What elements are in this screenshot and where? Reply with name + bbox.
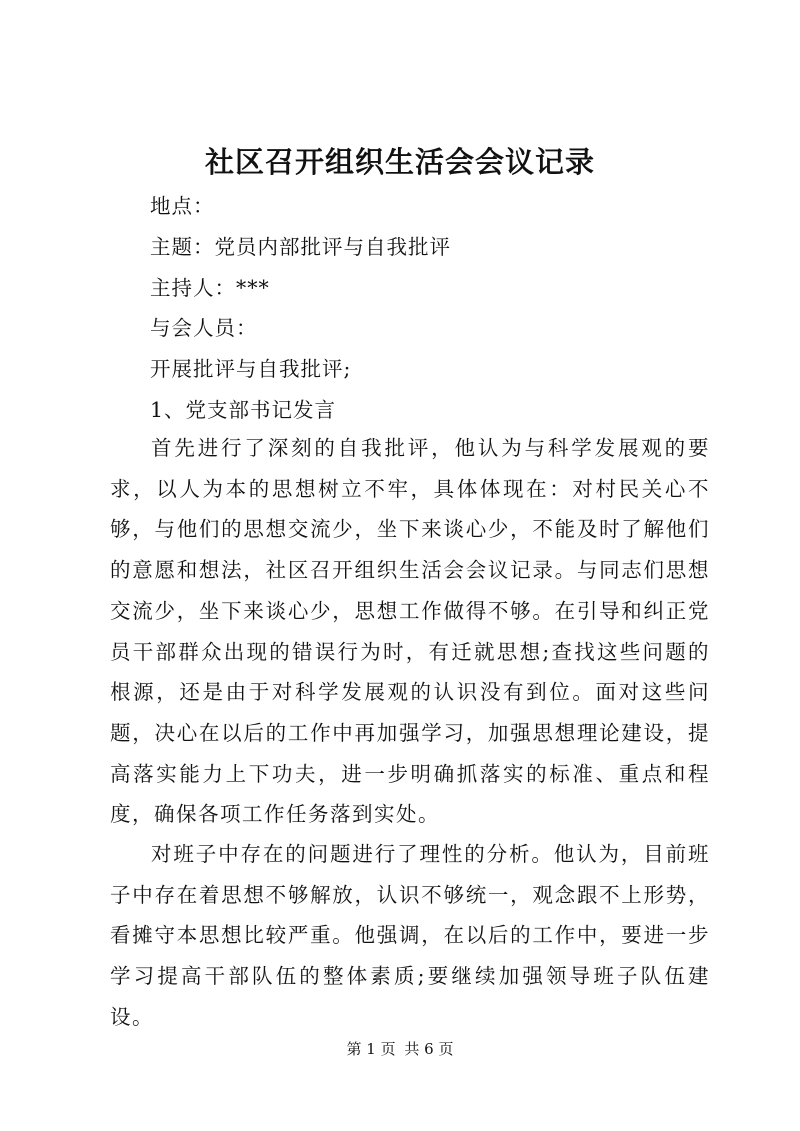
meta-attendees: 与会人员：: [150, 316, 258, 340]
meta-agenda: 开展批评与自我批评;: [150, 357, 352, 381]
meta-topic: 主题：党员内部批评与自我批评: [150, 235, 451, 259]
meta-host: 主持人：***: [150, 276, 270, 300]
page-number: 第 1 页: [346, 1040, 396, 1058]
paragraph-team-analysis: 对班子中存在的问题进行了理性的分析。他认为，目前班子中存在着思想不够解放，认识不够统一，观念跟不上形势，看摊守本思想比较严重。他强调，在以后的工作中，要进一步学习提高干部队伍的整体素质;要继续加强领导班子队伍建设。: [110, 842, 710, 1029]
page-footer: [0, 1039, 800, 1059]
paragraph-self-criticism: 首先进行了深刻的自我批评，他认为与科学发展观的要求，以人为本的思想树立不牢，具体体现在：对村民关心不够，与他们的思想交流少，坐下来谈心少，不能及时了解他们的意愿和想法，社区召开组织生活会会议记录。与同志们思想交流少，坐下来谈心少，思想工作做得不够。在引导和纠正党员干部群众出现的错误行为时，有迁就思想;查找这些问题的根源，还是由于对科学发展观的认识没有到位。面对这些问题，决心在以后的工作中再加强学习，加强思想理论建设，提高落实能力上下功夫，进一步明确抓落实的标准、重点和程度，确保各项工作任务落到实处。: [110, 436, 710, 827]
page-total: 共 6 页: [404, 1040, 454, 1058]
document-title: 社区召开组织生活会会议记录: [204, 145, 595, 179]
section-heading: 1、党支部书记发言: [150, 398, 337, 422]
meta-location: 地点：: [150, 194, 215, 218]
